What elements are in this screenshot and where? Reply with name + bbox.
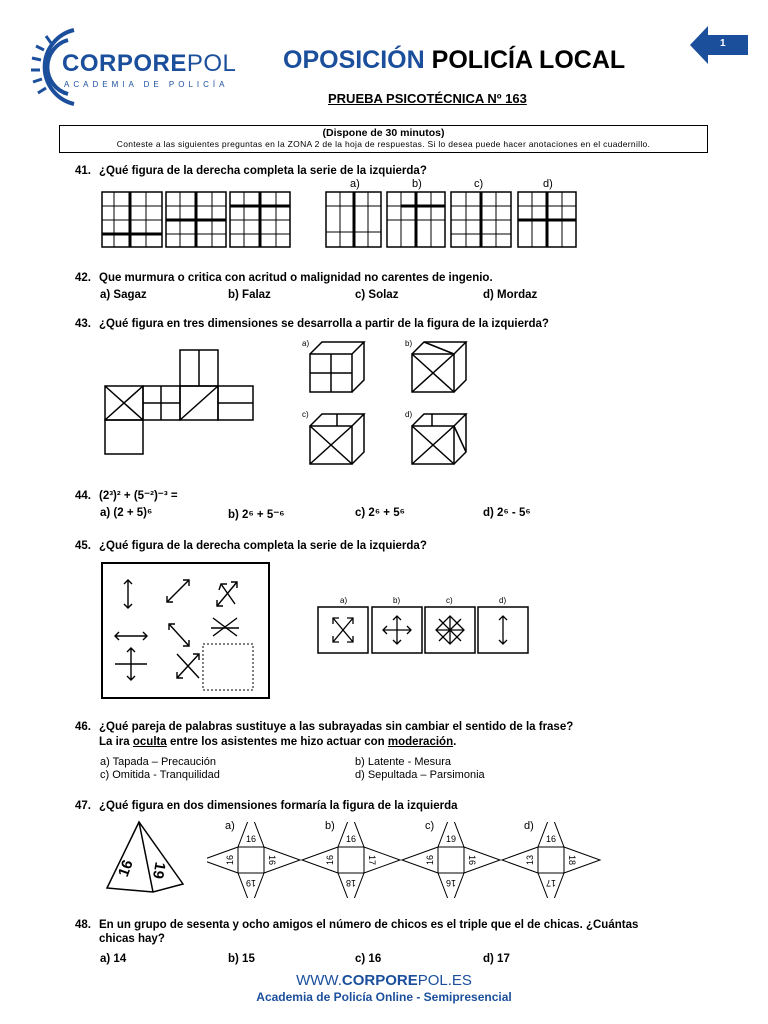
pyramid-face-1: 16	[115, 857, 137, 880]
net-label: 16	[345, 834, 357, 844]
question-text: (2³)² + (5⁻²)⁻³ =	[99, 490, 178, 502]
net-label: 18	[567, 854, 577, 866]
instructions-box	[59, 125, 708, 153]
question-number: 46.	[75, 721, 91, 733]
question-number: 45.	[75, 540, 91, 552]
question-41	[75, 165, 427, 177]
net-label: 16	[445, 878, 457, 888]
option-c[interactable]: c) 16	[355, 953, 382, 965]
option-label-b: b)	[325, 820, 335, 832]
question-number: 48.	[75, 919, 91, 931]
footer-site[interactable]	[0, 972, 768, 989]
option-b[interactable]: b) Falaz	[228, 289, 271, 301]
option-label-b: b)	[412, 178, 422, 190]
page-subtitle: PRUEBA PSICOTÉCNICA Nº 163	[328, 91, 527, 106]
option-label-d: d)	[499, 596, 507, 605]
net-face	[238, 847, 264, 873]
option-label-a: a)	[225, 820, 235, 832]
q47-nets	[207, 822, 602, 898]
q43-cube-options	[308, 340, 468, 466]
page-badge	[690, 26, 750, 64]
footer-tld: .ES	[447, 972, 472, 989]
question-text: En un grupo de sesenta y ocho amigos el número de chicos es el triple que el de chicas. ¿Cuántas chicas hay?	[99, 919, 639, 945]
question-number: 43.	[75, 318, 91, 330]
net-label: 16	[545, 834, 557, 844]
net-label: 16	[467, 854, 477, 866]
net-label: 16	[325, 854, 335, 866]
question-44	[75, 488, 178, 502]
option-label-c: c)	[474, 178, 484, 190]
question-text: Que murmura o critica con acritud o malignidad no carentes de ingenio.	[99, 272, 493, 284]
q47-nets-svg	[207, 822, 602, 898]
option-label-d: d)	[543, 178, 553, 190]
instructions-time: (Dispone de 30 minutos)	[322, 127, 445, 139]
question-45	[75, 540, 427, 552]
option-a[interactable]: a) Sagaz	[100, 289, 147, 301]
footer-subtitle: Academia de Policía Online - Semipresencial	[256, 990, 512, 1004]
question-text: ¿Qué figura en dos dimensiones formaría la figura de la izquierda	[99, 800, 458, 812]
net-option-b[interactable]	[302, 822, 400, 898]
net-label: 16	[425, 854, 435, 866]
footer-site-a: CORPORE	[341, 972, 418, 989]
option-label-c: c)	[446, 596, 453, 605]
option-d[interactable]: d) 2⁶ - 5⁶	[483, 507, 531, 519]
net-option-a[interactable]	[207, 822, 300, 898]
question-42	[75, 272, 493, 284]
question-48	[75, 918, 645, 946]
option-d[interactable]: d) Mordaz	[483, 289, 538, 301]
option-d[interactable]: d) 17	[483, 953, 510, 965]
net-label: 16	[267, 854, 277, 866]
page-title-b: POLICÍA LOCAL	[431, 46, 626, 74]
option-a[interactable]: a) (2 + 5)⁶	[100, 507, 153, 519]
net-label: 17	[367, 854, 377, 866]
option-label-a: a)	[302, 339, 310, 348]
net-label: 18	[345, 878, 357, 888]
underlined-word: oculta	[132, 736, 167, 748]
option-label-d: d)	[524, 820, 534, 832]
sentence-part: entre los asistentes me hizo actuar con	[166, 736, 388, 748]
q47-pyramid-figure	[105, 820, 185, 894]
option-a[interactable]: a) 14	[100, 953, 127, 965]
question-number: 42.	[75, 272, 91, 284]
sentence-part: .	[453, 736, 457, 748]
q45-option-figures	[317, 606, 529, 654]
net-label: 16	[225, 854, 235, 866]
question-number: 44.	[75, 490, 91, 502]
option-b[interactable]: b) Latente - Mesura	[355, 756, 451, 768]
option-label-d: d)	[405, 410, 413, 419]
page-title	[283, 46, 625, 75]
logo	[24, 24, 237, 110]
net-option-c[interactable]	[402, 822, 500, 898]
pyramid-face-2: 19	[148, 860, 169, 881]
underlined-word: moderación	[387, 736, 454, 748]
brand-name-a: CORPORE	[62, 50, 187, 77]
question-text: ¿Qué pareja de palabras sustituye a las subrayadas sin cambiar el sentido de la frase?	[99, 721, 574, 733]
instructions-text: Conteste a las siguientes preguntas en la ZONA 2 de la hoja de respuestas. Si lo desea puede hacer anotaciones en el cuadernillo.	[116, 139, 651, 149]
q43-net-figure	[103, 348, 255, 456]
q45-series-figure	[101, 562, 271, 700]
net-label: 19	[445, 834, 457, 844]
option-label-a: a)	[350, 178, 360, 190]
net-label: 13	[525, 854, 535, 866]
brand-name-b: POL	[186, 50, 237, 77]
option-b[interactable]: b) 15	[228, 953, 255, 965]
net-face	[338, 847, 364, 873]
question-47	[75, 800, 458, 812]
option-a[interactable]: a) Tapada – Precaución	[100, 756, 216, 768]
question-46	[75, 721, 573, 733]
brand-tagline: ACADEMIA DE POLICÍA	[64, 80, 229, 89]
footer-www: WWW.	[296, 972, 342, 989]
question-number: 41.	[75, 165, 91, 177]
question-text: ¿Qué figura de la derecha completa la serie de la izquierda?	[99, 540, 427, 552]
option-label-c: c)	[425, 820, 435, 832]
question-46-sentence	[99, 736, 456, 748]
option-label-b: b)	[393, 596, 401, 605]
q41-series-figure	[100, 190, 580, 250]
question-43	[75, 318, 549, 330]
option-c[interactable]: c) Omitida - Tranquilidad	[100, 769, 220, 781]
net-label: 17	[545, 878, 557, 888]
option-b[interactable]: b) 2⁶ + 5⁻⁶	[228, 509, 285, 521]
page-title-a: OPOSICIÓN	[283, 46, 425, 74]
net-label: 16	[245, 834, 257, 844]
option-c[interactable]: c) 2⁶ + 5⁶	[355, 507, 405, 519]
option-label-a: a)	[340, 596, 348, 605]
net-label: 19	[245, 878, 257, 888]
option-d[interactable]: d) Sepultada – Parsimonia	[355, 769, 485, 781]
option-c[interactable]: c) Solaz	[355, 289, 399, 301]
net-face	[438, 847, 464, 873]
question-text: ¿Qué figura de la derecha completa la serie de la izquierda?	[99, 165, 427, 177]
page-number: 1	[720, 38, 726, 49]
footer-site-b: POL	[417, 972, 448, 989]
sentence-part: La ira	[99, 736, 133, 748]
option-label-b: b)	[405, 339, 413, 348]
option-label-c: c)	[302, 410, 309, 419]
net-face	[538, 847, 564, 873]
net-option-d[interactable]	[502, 822, 600, 898]
question-number: 47.	[75, 800, 91, 812]
question-text: ¿Qué figura en tres dimensiones se desarrolla a partir de la figura de la izquierda?	[99, 318, 549, 330]
